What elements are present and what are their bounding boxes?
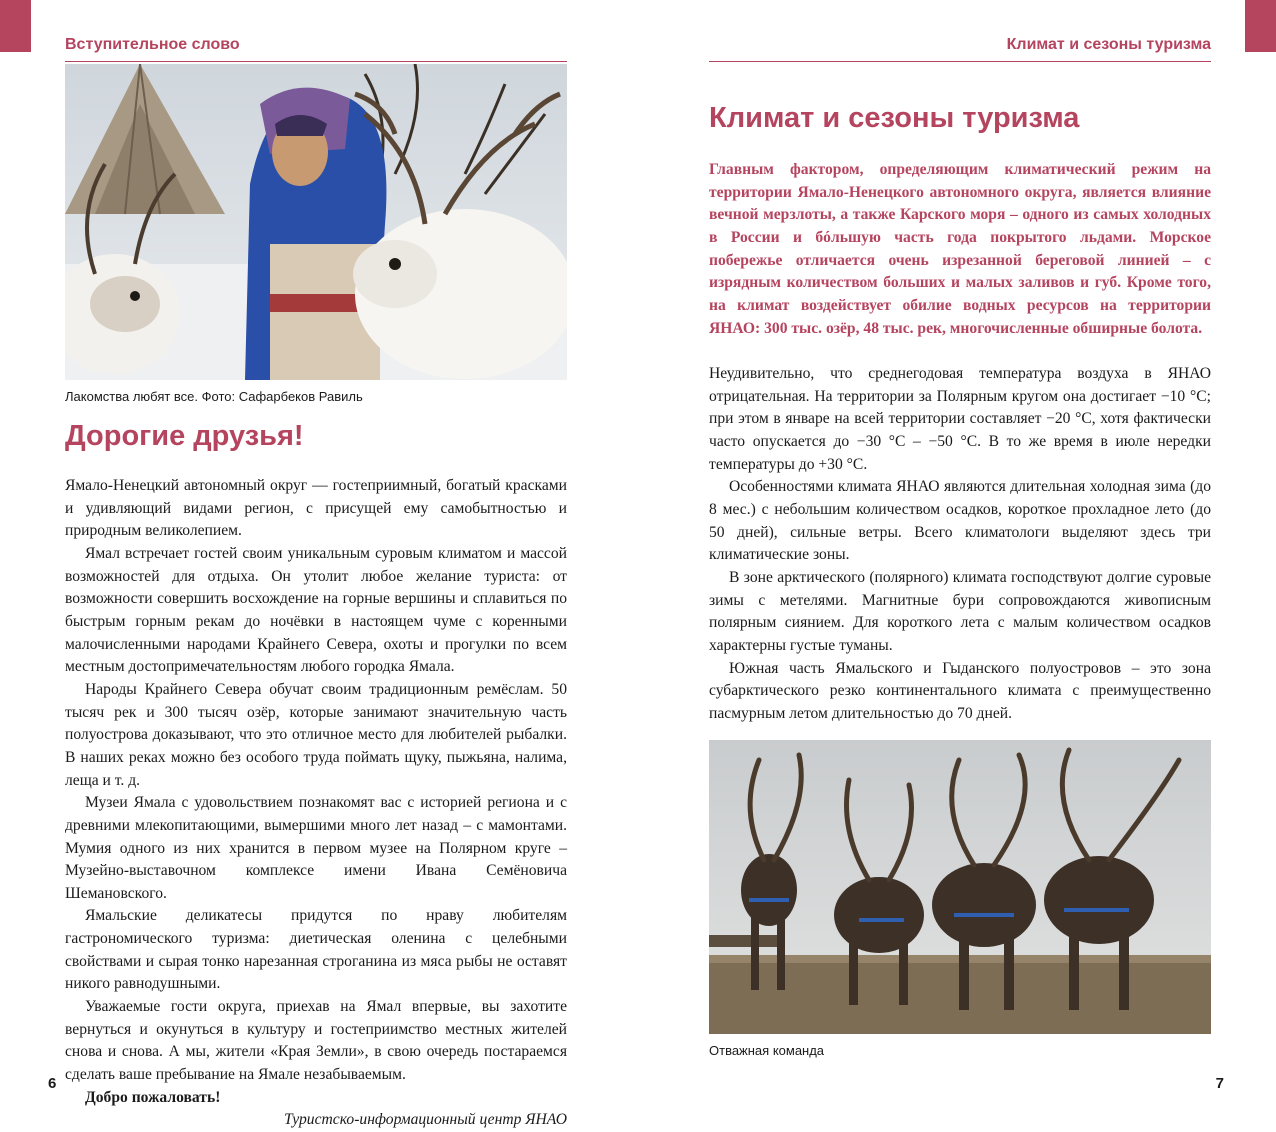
page-number: 7 bbox=[1215, 1075, 1224, 1092]
paragraph: В зоне арктического (полярного) климата господствуют долгие суровые зимы с метелями. Магнитные бури сопровождаются живописным полярным сиянием. Для короткого лета с малым количеством осадков характерны густые туманы. bbox=[709, 568, 1211, 654]
page-title: Дорогие друзья! bbox=[65, 420, 304, 452]
header-rule bbox=[709, 61, 1211, 62]
welcome-line: Добро пожаловать! bbox=[85, 1088, 221, 1106]
paragraph: Южная часть Ямальского и Гыданского полуостровов – это зона субарктического резко континентального климата с преимущественно пасмурным летом длительностью до 70 дней. bbox=[709, 659, 1211, 722]
photo-caption: Лакомства любят все. Фото: Сафарбеков Равиль bbox=[65, 389, 363, 404]
header-rule bbox=[65, 61, 567, 62]
running-head: Вступительное слово bbox=[65, 36, 240, 53]
lead-paragraph: Главным фактором, определяющим климатический режим на территории Ямало-Ненецкого автономного округа, является влияние вечной мерзлоты, а также Карского моря – одного из самых холодных в России и бóльшую часть года покрытого льдами. Морское побережье отличается очень изрезанной береговой линией – с изрядным количеством больших и малых заливов и губ. Кроме того, на климат воздействует обилие водных ресурсов на территории ЯНАО: 300 тыс. озёр, 48 тыс. рек, многочисленные обширные болота. bbox=[709, 161, 1211, 337]
intro-body bbox=[65, 475, 567, 1132]
paragraph: Народы Крайнего Севера обучат своим традиционным ремёслам. 50 тысяч рек и 300 тысяч озёр, которые занимают значительную часть полуострова доказывают, что это отличное место для любителей рыбалки. В наших реках можно без особого труда поймать щуку, пыжьяна, налима, леща и т. д. bbox=[65, 680, 567, 789]
page-edge-tab bbox=[0, 0, 31, 52]
page-number: 6 bbox=[48, 1075, 57, 1092]
running-head: Климат и сезоны туризма bbox=[1006, 36, 1211, 53]
right-page bbox=[638, 0, 1276, 1123]
paragraph: Уважаемые гости округа, приехав на Ямал впервые, вы захотите вернуться и окунуться в культуру и гостеприимство местных жителей снова и снова. А мы, жители «Края Земли», в свою очередь постараемся сделать ваше пребывание на Ямале незабываемым. bbox=[65, 998, 567, 1084]
paragraph: Музеи Ямала с удовольствием познакомят вас с историей региона и с древними млекопитающими, вымершими много лет назад – с мамонтами. Мумия одного из них хранится в первом музее на Полярном круге – Музейно-выставочном комплексе имени Ивана Семёновича Шемановского. bbox=[65, 794, 567, 902]
paragraph: Ямальские деликатесы придутся по нраву любителям гастрономического туризма: диетическая оленина с целебными свойствами и сырая тонко нарезанная строганина из мяса рыбы не оставят никого равнодушными. bbox=[65, 907, 567, 993]
page-edge-tab bbox=[1245, 0, 1276, 52]
paragraph: Особенностями климата ЯНАО являются длительная холодная зима (до 8 мес.) с небольшим количеством осадков, короткое прохладное лето (до 50 дней), сильные ветры. Всего климатологи выделяют здесь три климатические зоны. bbox=[709, 478, 1211, 564]
section-title: Климат и сезоны туризма bbox=[709, 102, 1080, 134]
paragraph: Ямало-Ненецкий автономный округ — гостеприимный, богатый красками и удивляющий видами регион, с присущей ему самобытностью и природным великолепием. bbox=[65, 477, 567, 540]
climate-body bbox=[709, 363, 1211, 726]
paragraph: Неудивительно, что среднегодовая температура воздуха в ЯНАО отрицательная. На территории за Полярным кругом она достигает −10 °С; при этом в январе на всей территории составляет −20 °С, хотя фактически часто опускается до −30 °С – −50 °С. В то же время в июле нередки температуры до +30 °С. bbox=[709, 365, 1211, 473]
reindeer-woman-photo bbox=[65, 64, 567, 380]
signature: Туристско-информационный центр ЯНАО bbox=[284, 1111, 567, 1129]
paragraph: Ямал встречает гостей своим уникальным суровым климатом и массой возможностей для отдыха. Он утолит любое желание туриста: от возможности совершить восхождение на горные вершины и сплавиться по быстрым горным рекам до ночёвки в настоящем чуме с коренными малочисленными народами Крайнего Севера, охоты и прогулки по всем местным достопримечательностям любого городка Ямала. bbox=[65, 544, 567, 676]
photo-caption: Отважная команда bbox=[709, 1043, 825, 1058]
left-page bbox=[0, 0, 638, 1129]
reindeer-team-photo bbox=[709, 740, 1211, 1034]
